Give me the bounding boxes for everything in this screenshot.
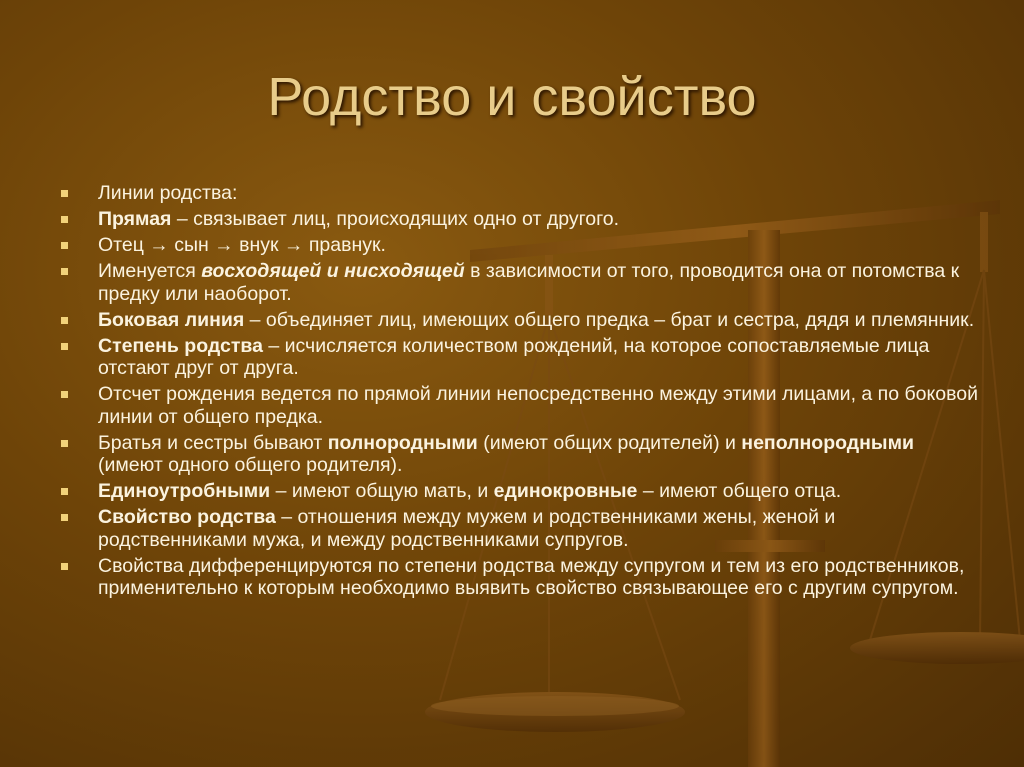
- bullet-item: [60, 208, 980, 231]
- bullet-item: [60, 335, 980, 380]
- bullet-item: [60, 260, 980, 305]
- bullet-text: Прямая: [98, 208, 172, 230]
- bullet-item: [60, 309, 980, 332]
- bullet-item: [60, 383, 980, 428]
- bullet-text: Именуется: [98, 260, 202, 282]
- bullet-text: Свойства дифференцируются по степени родства между супругом и тем из его родственников, применительно к которым необходимо выявить свойство связывающее его с другим супругом.: [98, 554, 965, 599]
- bullet-item: [60, 480, 980, 503]
- bullet-text: – отношения между мужем и родственниками жены, женой и родственниками мужа, и между родственниками супругов.: [98, 506, 836, 551]
- bullet-text: полнородными: [327, 431, 478, 454]
- bullet-item: [60, 555, 980, 600]
- bullet-text: в зависимости от того, проводится она от потомства к предку или наоборот.: [98, 260, 960, 305]
- bullet-item: [60, 234, 980, 257]
- bullet-text: Отец → сын → внук → правнук.: [98, 234, 386, 256]
- bullet-item: [60, 506, 980, 551]
- bullet-text: единокровные: [493, 480, 638, 502]
- bullet-text: Степень родства: [98, 334, 263, 357]
- bullet-text: Боковая линия: [98, 308, 245, 331]
- bullet-text: – имеют общую мать, и: [270, 480, 494, 502]
- bullet-text: – исчисляется количеством рождений, на которое сопоставляемые лица отстают друг от друга.: [98, 334, 930, 379]
- bullet-text: Свойство родства: [98, 506, 276, 528]
- bullet-list: [60, 182, 980, 603]
- bullet-text: – имеют общего отца.: [637, 480, 842, 502]
- slide-title: Родство и свойство: [267, 67, 757, 127]
- bullet-text: (имеют одного общего родителя).: [98, 454, 403, 476]
- bullet-text: (имеют общих родителей) и: [477, 431, 742, 454]
- bullet-text: неполнородными: [741, 431, 914, 454]
- bullet-text: – связывает лиц, происходящих одно от другого.: [171, 208, 620, 230]
- bullet-text: Единоутробными: [98, 480, 271, 502]
- bullet-item: [60, 432, 980, 477]
- bullet-text: – объединяет лиц, имеющих общего предка – брат и сестра, дядя и племянник.: [244, 308, 975, 331]
- bullet-item: [60, 182, 980, 205]
- bullet-text: Отсчет рождения ведется по прямой линии непосредственно между этими лицами, а по боковой линии от общего предка.: [98, 383, 978, 428]
- bullet-text: Линии родства:: [98, 182, 238, 204]
- bullet-text: Братья и сестры бывают: [98, 431, 328, 454]
- bullet-text: восходящей и нисходящей: [201, 260, 465, 282]
